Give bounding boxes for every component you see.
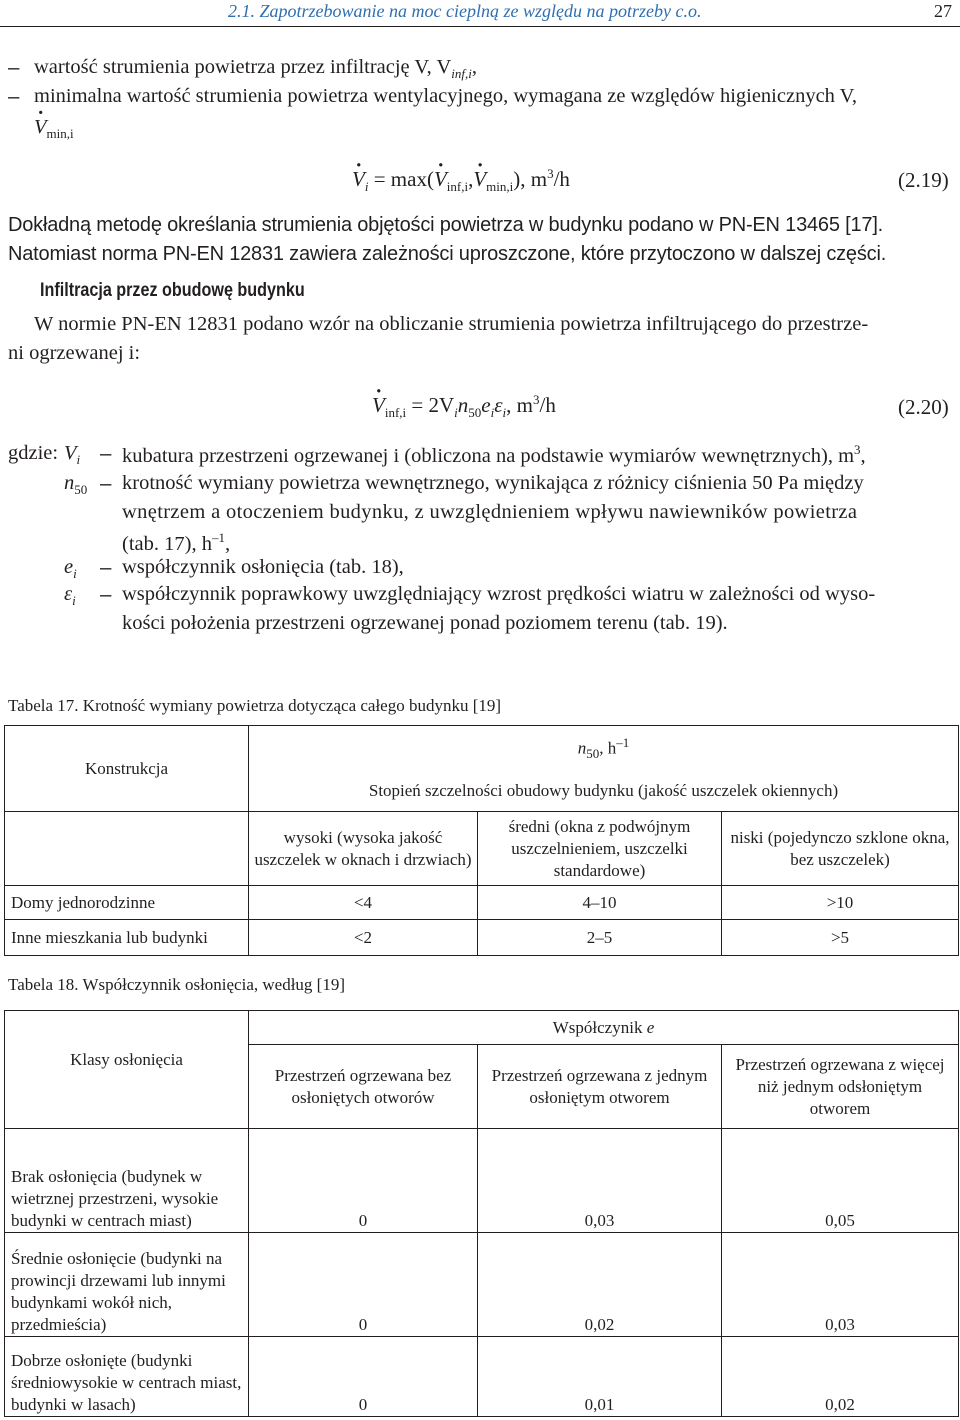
running-header-title: 2.1. Zapotrzebowanie na moc cieplną ze względu na potrzeby c.o. xyxy=(228,1,702,21)
col-header-konstrukcja: Konstrukcja xyxy=(5,726,249,812)
row-label: Inne mieszkania lub budynki xyxy=(5,920,249,956)
row-label: Domy jednorodzinne xyxy=(5,886,249,920)
col-header: niski (pojedynczo szklone okna, bez uszczelek) xyxy=(722,812,959,886)
list-item: – xyxy=(8,85,20,108)
list-item-text: wartość strumienia powietrza przez infiltrację V, $V_{inf,i}$, xyxy=(34,56,477,82)
cell: >5 xyxy=(722,920,959,956)
equation-2-19: · $V_i = \max(\cdot V_{inf,i},\cdot V_{min,i})$, $m^3/h$ xyxy=(352,166,570,195)
page-number: 27 xyxy=(934,1,952,21)
symbol-e-i: $e_i$ xyxy=(64,556,77,582)
section-heading: Infiltracja przez obudowę budynku xyxy=(40,280,305,301)
definition-text: współczynnik osłonięcia (tab. 18), xyxy=(122,556,404,578)
definition-text: współczynnik poprawkowy uwzględniający wzrost prędkości wiatru w zależności od wyso- xyxy=(122,583,876,605)
row-label: Dobrze osłonięte (budynki średniowysokie w centrach miast, budynki w lasach) xyxy=(5,1337,249,1417)
symbol-V-i: $V_i$ xyxy=(64,442,81,468)
header-rule xyxy=(0,26,960,27)
definition-text: wnętrzem a otoczeniem budynku, z uwzględnieniem wpływu nawiewników powietrza xyxy=(122,501,858,523)
list-item-text: minimalna wartość strumienia powietrza wentylacyjnego, wymagana ze względów higienicznych V, xyxy=(34,85,857,107)
table-17-caption: Tabela 17. Krotność wymiany powietrza dotycząca całego budynku [19] xyxy=(8,696,502,715)
col-header: Przestrzeń ogrzewana z jednym osłoniętym otworem xyxy=(478,1045,722,1129)
cell: 0 xyxy=(249,1233,478,1337)
unit-header: $n_{50}$, $h^{-1}$ xyxy=(249,726,959,772)
paragraph-line: Dokładną metodę określania strumienia objętości powietrza w budynku podano w PN-EN 13465 [17]. xyxy=(8,214,884,236)
cell: >10 xyxy=(722,886,959,920)
cell: 4–10 xyxy=(478,886,722,920)
list-item-continuation: · $V_{min,i}$ xyxy=(34,116,74,142)
cell: <4 xyxy=(249,886,478,920)
col-header: wysoki (wysoka jakość uszczelek w oknach i drzwiach) xyxy=(249,812,478,886)
cell: 0,03 xyxy=(722,1233,959,1337)
group-header: Stopień szczelności obudowy budynku (jakość uszczelek okiennych) xyxy=(249,772,959,812)
cell: 2–5 xyxy=(478,920,722,956)
cell: 0,05 xyxy=(722,1129,959,1233)
cell: 0 xyxy=(249,1337,478,1417)
table-18 xyxy=(4,1010,959,1417)
definition-text: kubatura przestrzeni ogrzewanej i (obliczona na podstawie wymiarów wewnętrznych), $m^3$, xyxy=(122,442,866,467)
table-18-caption: Tabela 18. Współczynnik osłonięcia, według [19] xyxy=(8,975,345,994)
definition-text: kości położenia przestrzeni ogrzewanej ponad poziomem terenu (tab. 19). xyxy=(122,612,728,634)
cell: 0,02 xyxy=(722,1337,959,1417)
table-17 xyxy=(4,725,959,956)
equation-2-20: · $V_{inf,i} = 2V_in_{50}e_i\varepsilon_i$, $m^3/h$ xyxy=(372,392,556,421)
col-header: Przestrzeń ogrzewana z więcej niż jednym odsłoniętym otworem xyxy=(722,1045,959,1129)
col-header-klasy: Klasy osłonięcia xyxy=(5,1011,249,1129)
equation-number: (2.20) xyxy=(898,395,949,419)
row-label: Brak osłonięcia (budynek w wietrznej przestrzeni, wysokie budynki w centrach miast) xyxy=(5,1129,249,1233)
symbol-n-50: $n_{50}$ xyxy=(64,472,88,498)
cell: 0 xyxy=(249,1129,478,1233)
equation-number: (2.19) xyxy=(898,168,949,192)
cell: 0,02 xyxy=(478,1233,722,1337)
symbol-epsilon-i: $\varepsilon_i$ xyxy=(64,583,76,609)
where-label: gdzie: xyxy=(8,442,59,464)
cell: <2 xyxy=(249,920,478,956)
paragraph-line: Natomiast norma PN-EN 12831 zawiera zależności uproszczone, które przytoczono w dalszej części. xyxy=(8,243,887,265)
list-item: – xyxy=(8,56,20,79)
cell: 0,03 xyxy=(478,1129,722,1233)
cell: 0,01 xyxy=(478,1337,722,1417)
col-header: średni (okna z podwójnym uszczelnieniem, uszczelki standardowe) xyxy=(478,812,722,886)
definition-text: krotność wymiany powietrza wewnętrznego, wynikająca z różnicy ciśnienia 50 Pa między xyxy=(122,472,864,494)
paragraph-line: ni ogrzewanej i: xyxy=(8,342,141,364)
paragraph-line: W normie PN-EN 12831 podano wzór na obliczanie strumienia powietrza infiltrującego do przestrze- xyxy=(34,313,869,335)
row-label: Średnie osłonięcie (budynki na prowincji drzewami lub innymi budynkami wokół nich, przedmieścia) xyxy=(5,1233,249,1337)
group-header: Współczynik e xyxy=(249,1011,959,1045)
col-header: Przestrzeń ogrzewana bez osłoniętych otworów xyxy=(249,1045,478,1129)
definition-text: (tab. 17), $h^{-1}$, xyxy=(122,530,231,555)
